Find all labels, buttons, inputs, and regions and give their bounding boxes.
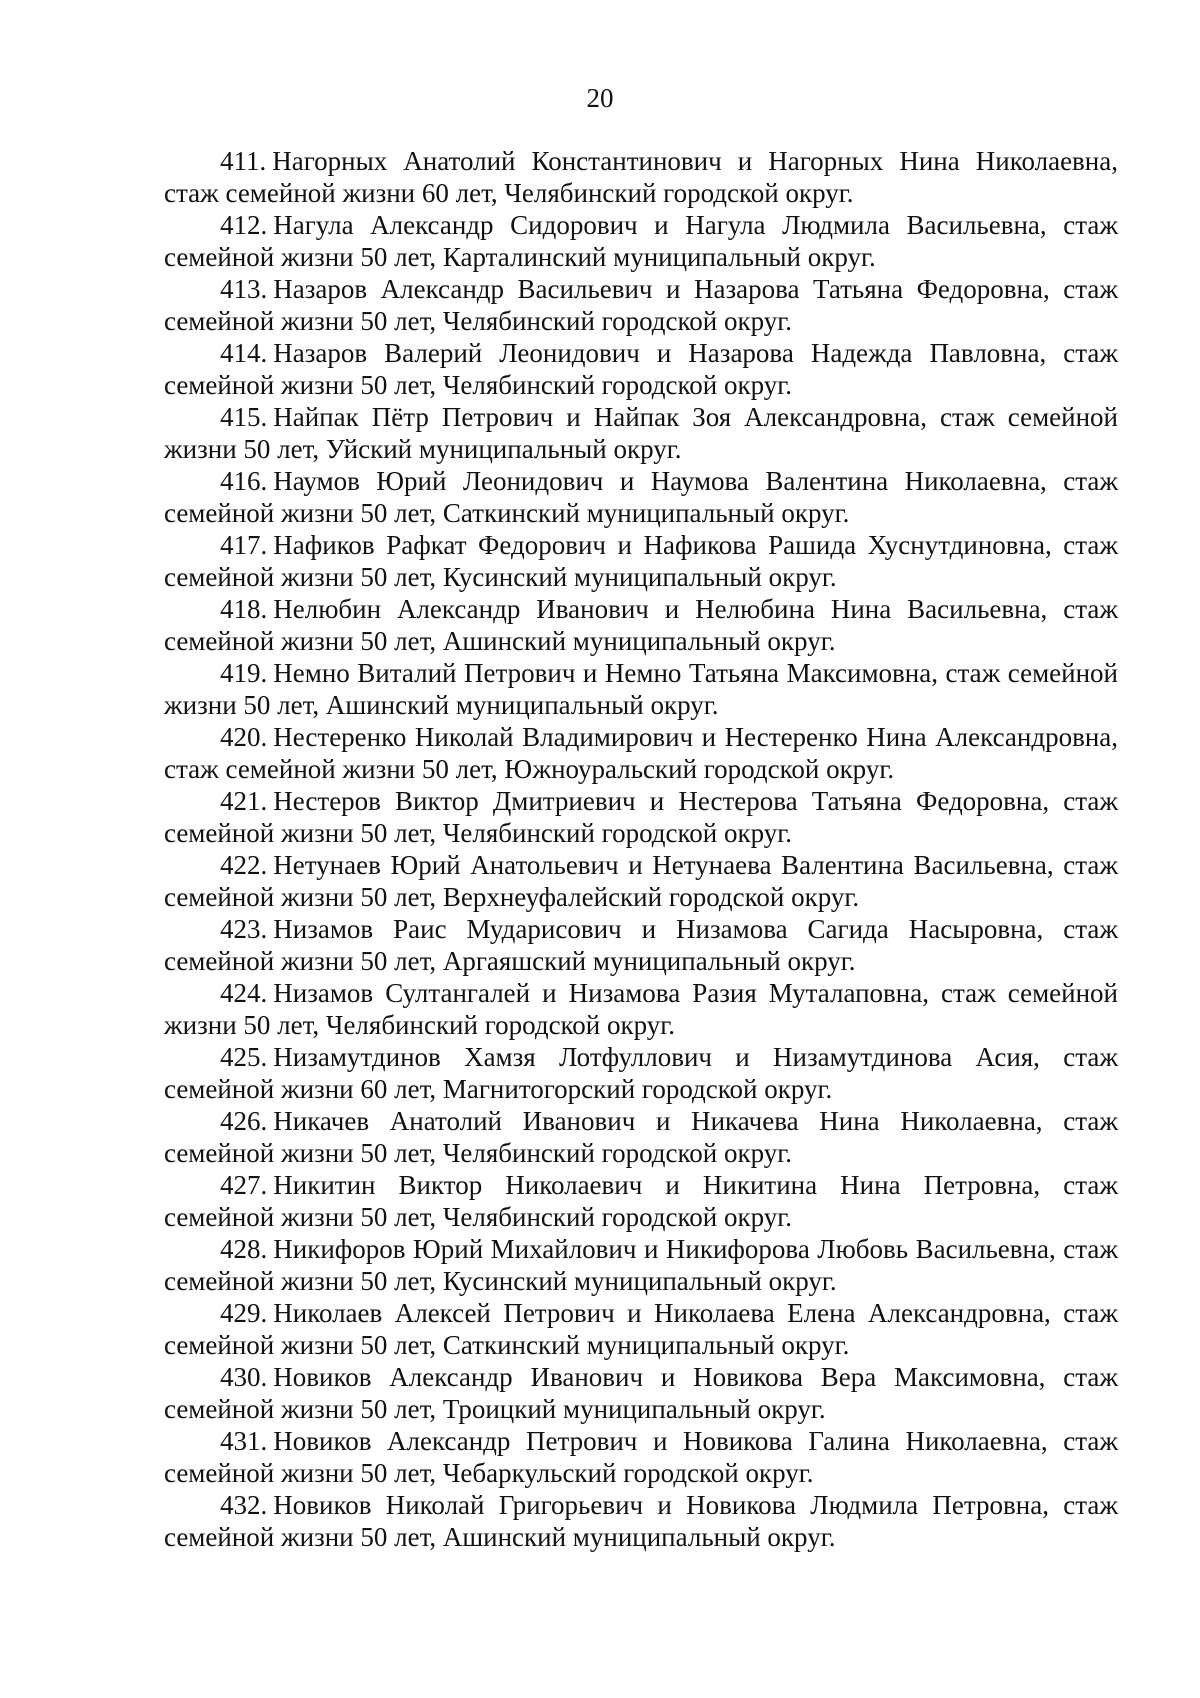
entry-text: Нелюбин Александр Иванович и Нелюбина Нина Васильевна, стаж семейной жизни 50 лет, Ашинский муниципальный округ.: [164, 594, 1118, 656]
entry-number: 416.: [220, 466, 268, 496]
list-item: [164, 1361, 1118, 1425]
entry-text: Новиков Александр Иванович и Новикова Вера Максимовна, стаж семейной жизни 50 лет, Троицкий муниципальный округ.: [164, 1362, 1118, 1424]
list-item: [164, 1169, 1118, 1233]
entry-text: Низамов Раис Мударисович и Низамова Сагида Насыровна, стаж семейной жизни 50 лет, Аргаяшский муниципальный округ.: [164, 914, 1118, 976]
entry-number: 415.: [220, 402, 268, 432]
entry-number: 411.: [220, 146, 267, 176]
entry-text: Немно Виталий Петрович и Немно Татьяна Максимовна, стаж семейной жизни 50 лет, Ашинский муниципальный округ.: [164, 658, 1118, 720]
entry-number: 431.: [220, 1426, 268, 1456]
entry-list: [164, 145, 1118, 1553]
entry-number: 422.: [220, 850, 268, 880]
entry-number: 428.: [220, 1234, 268, 1264]
list-item: [164, 593, 1118, 657]
entry-text: Нагула Александр Сидорович и Нагула Людмила Васильевна, стаж семейной жизни 50 лет, Карталинский муниципальный округ.: [164, 210, 1118, 272]
list-item: [164, 849, 1118, 913]
entry-text: Нагорных Анатолий Константинович и Нагорных Нина Николаевна, стаж семейной жизни 60 лет, Челябинский городской округ.: [164, 146, 1118, 208]
list-item: [164, 785, 1118, 849]
entry-number: 429.: [220, 1298, 268, 1328]
entry-number: 426.: [220, 1106, 268, 1136]
list-item: [164, 1489, 1118, 1553]
entry-text: Никачев Анатолий Иванович и Никачева Нина Николаевна, стаж семейной жизни 50 лет, Челябинский городской округ.: [164, 1106, 1118, 1168]
list-item: [164, 209, 1118, 273]
entry-number: 423.: [220, 914, 268, 944]
entry-text: Назаров Александр Васильевич и Назарова Татьяна Федоровна, стаж семейной жизни 50 лет, Челябинский городской округ.: [164, 274, 1118, 336]
entry-number: 419.: [220, 658, 268, 688]
entry-text: Найпак Пётр Петрович и Найпак Зоя Александровна, стаж семейной жизни 50 лет, Уйский муниципальный округ.: [164, 402, 1118, 464]
list-item: [164, 145, 1118, 209]
entry-number: 425.: [220, 1042, 268, 1072]
list-item: [164, 1041, 1118, 1105]
list-item: [164, 401, 1118, 465]
entry-number: 414.: [220, 338, 268, 368]
entry-text: Наумов Юрий Леонидович и Наумова Валентина Николаевна, стаж семейной жизни 50 лет, Саткинский муниципальный округ.: [164, 466, 1118, 528]
entry-text: Нетунаев Юрий Анатольевич и Нетунаева Валентина Васильевна, стаж семейной жизни 50 лет, Верхнеуфалейский городской округ.: [164, 850, 1118, 912]
list-item: [164, 465, 1118, 529]
entry-text: Николаев Алексей Петрович и Николаева Елена Александровна, стаж семейной жизни 50 лет, Саткинский муниципальный округ.: [164, 1298, 1118, 1360]
list-item: [164, 721, 1118, 785]
entry-number: 432.: [220, 1490, 268, 1520]
entry-text: Нестеров Виктор Дмитриевич и Нестерова Татьяна Федоровна, стаж семейной жизни 50 лет, Челябинский городской округ.: [164, 786, 1118, 848]
entry-number: 420.: [220, 722, 268, 752]
list-item: [164, 529, 1118, 593]
list-item: [164, 913, 1118, 977]
list-item: [164, 1233, 1118, 1297]
entry-text: Никитин Виктор Николаевич и Никитина Нина Петровна, стаж семейной жизни 50 лет, Челябинский городской округ.: [164, 1170, 1118, 1232]
entry-text: Нестеренко Николай Владимирович и Нестеренко Нина Александровна, стаж семейной жизни 50 лет, Южноуральский городской округ.: [164, 722, 1118, 784]
entry-number: 427.: [220, 1170, 268, 1200]
entry-number: 424.: [220, 978, 268, 1008]
entry-number: 418.: [220, 594, 268, 624]
entry-number: 417.: [220, 530, 268, 560]
entry-number: 430.: [220, 1362, 268, 1392]
list-item: [164, 1425, 1118, 1489]
entry-text: Низамутдинов Хамзя Лотфуллович и Низамутдинова Асия, стаж семейной жизни 60 лет, Магнитогорский городской округ.: [164, 1042, 1118, 1104]
list-item: [164, 657, 1118, 721]
entry-number: 412.: [220, 210, 268, 240]
entry-text: Новиков Александр Петрович и Новикова Галина Николаевна, стаж семейной жизни 50 лет, Чебаркульский городской округ.: [164, 1426, 1118, 1488]
entry-text: Нафиков Рафкат Федорович и Нафикова Рашида Хуснутдиновна, стаж семейной жизни 50 лет, Кусинский муниципальный округ.: [164, 530, 1118, 592]
entry-number: 413.: [220, 274, 268, 304]
entry-text: Никифоров Юрий Михайлович и Никифорова Любовь Васильевна, стаж семейной жизни 50 лет, Кусинский муниципальный округ.: [164, 1234, 1118, 1296]
list-item: [164, 977, 1118, 1041]
entry-number: 421.: [220, 786, 268, 816]
list-item: [164, 1105, 1118, 1169]
list-item: [164, 273, 1118, 337]
page-number: 20: [586, 83, 614, 113]
list-item: [164, 1297, 1118, 1361]
entry-text: Новиков Николай Григорьевич и Новикова Людмила Петровна, стаж семейной жизни 50 лет, Ашинский муниципальный округ.: [164, 1490, 1118, 1552]
entry-text: Назаров Валерий Леонидович и Назарова Надежда Павловна, стаж семейной жизни 50 лет, Челябинский городской округ.: [164, 338, 1118, 400]
entry-text: Низамов Султангалей и Низамова Разия Муталаповна, стаж семейной жизни 50 лет, Челябинский городской округ.: [164, 978, 1118, 1040]
list-item: [164, 337, 1118, 401]
